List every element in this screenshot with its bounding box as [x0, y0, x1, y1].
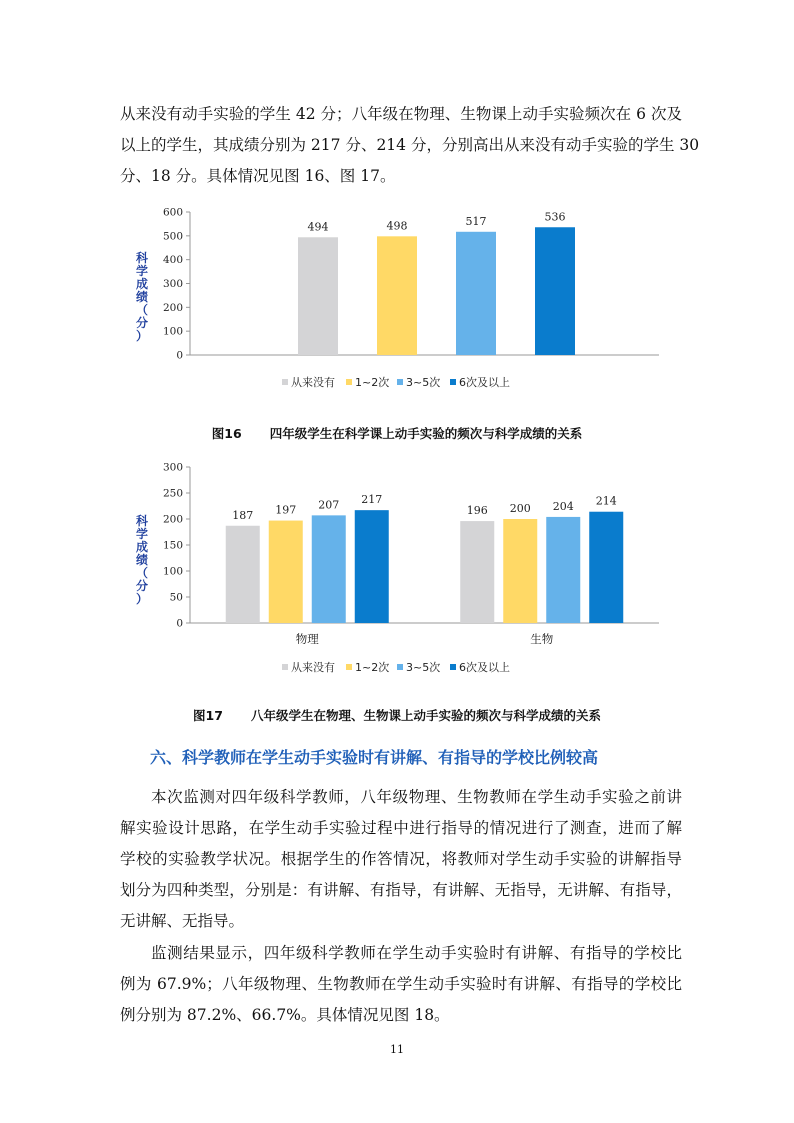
figure16-svg — [120, 202, 682, 400]
figure16-number: 图16 — [211, 426, 242, 441]
legend-label: 从来没有 — [291, 376, 335, 389]
figure16-caption — [0, 424, 794, 442]
bar — [377, 236, 417, 355]
data-label: 214 — [595, 494, 617, 508]
legend-label: 6次及以上 — [459, 661, 510, 674]
y-axis-title-char: ） — [135, 329, 149, 343]
legend-swatch — [397, 664, 403, 670]
legend-label: 1~2次 — [355, 376, 390, 389]
y-tick-label: 400 — [162, 254, 183, 267]
figure16-title: 四年级学生在科学课上动手实验的频次与科学成绩的关系 — [269, 426, 583, 441]
y-tick-label: 500 — [162, 230, 183, 243]
section-heading: 六、科学教师在学生动手实验时有讲解、有指导的学校比例较高 — [150, 748, 599, 767]
figure17-title: 八年级学生在物理、生物课上动手实验的频次与科学成绩的关系 — [250, 708, 601, 723]
data-label: 197 — [275, 503, 297, 517]
bar — [460, 521, 494, 623]
y-tick-label: 600 — [162, 206, 183, 219]
bar — [456, 232, 496, 355]
data-label: 200 — [509, 502, 531, 515]
y-tick-label: 250 — [162, 487, 183, 500]
legend-swatch — [397, 379, 403, 385]
bar — [503, 519, 537, 623]
text-line: 划分为四种类型，分别是：有讲解、有指导，有讲解、无指导，无讲解、有指导， — [120, 881, 682, 899]
bar — [355, 510, 389, 623]
text-line: 例为 67.9%；八年级物理、生物教师在学生动手实验时有讲解、有指导的学校比 — [120, 975, 682, 993]
body-paragraph-1 — [120, 782, 682, 937]
y-tick-label: 200 — [162, 301, 183, 314]
data-label: 536 — [544, 210, 566, 224]
data-label: 498 — [386, 219, 408, 233]
data-label: 217 — [361, 493, 383, 507]
data-label: 517 — [465, 214, 487, 228]
text-line: 从来没有动手实验的学生 42 分；八年级在物理、生物课上动手实验频次在 6 次及 — [120, 105, 682, 123]
data-label: 196 — [466, 504, 488, 518]
page-number: 11 — [390, 1043, 404, 1056]
data-label: 494 — [307, 220, 329, 234]
bar — [546, 517, 580, 623]
text-line: 解实验设计思路，在学生动手实验过程中进行指导的情况进行了测查，进而了解 — [120, 819, 682, 837]
y-axis-title-char: 绩 — [135, 553, 149, 567]
legend-label: 3~5次 — [406, 376, 441, 389]
bar — [312, 515, 346, 623]
legend-label: 1~2次 — [355, 661, 390, 674]
body-paragraph-2 — [120, 938, 682, 1031]
data-label: 204 — [552, 499, 574, 513]
legend-label: 3~5次 — [406, 661, 441, 674]
y-tick-label: 50 — [169, 591, 183, 604]
y-tick-label: 0 — [176, 349, 183, 362]
data-label: 187 — [232, 508, 254, 522]
legend-swatch — [450, 664, 456, 670]
text-line: 本次监测对四年级科学教师，八年级物理、生物教师在学生动手实验之前讲 — [151, 788, 682, 806]
bar — [269, 521, 303, 623]
y-tick-label: 300 — [162, 278, 183, 290]
legend-label: 6次及以上 — [459, 376, 510, 389]
figure17-svg — [120, 457, 682, 680]
legend-label: 从来没有 — [291, 661, 335, 674]
y-tick-label: 150 — [162, 539, 183, 552]
legend-swatch — [282, 379, 288, 385]
figure17-chart — [120, 457, 682, 680]
text-line: 学校的实验教学状况。根据学生的作答情况，将教师对学生动手实验的讲解指导 — [120, 850, 682, 868]
bar — [589, 512, 623, 623]
intro-paragraph — [120, 99, 700, 192]
legend-swatch — [346, 664, 352, 670]
text-line: 以上的学生，其成绩分别为 217 分、214 分，分别高出从来没有动手实验的学生 30 — [120, 136, 700, 154]
bar — [298, 237, 338, 355]
bar — [535, 227, 575, 355]
bar — [226, 526, 260, 623]
category-label: 生物 — [530, 632, 554, 646]
y-axis-title-char: 科 — [135, 514, 149, 528]
y-axis-title-char: （ — [135, 566, 149, 580]
y-tick-label: 100 — [162, 565, 183, 578]
y-axis-title-char: 绩 — [135, 290, 149, 304]
y-tick-label: 200 — [162, 513, 183, 526]
text-line: 监测结果显示，四年级科学教师在学生动手实验时有讲解、有指导的学校比 — [151, 944, 682, 962]
y-axis-title-char: （ — [135, 303, 149, 317]
category-label: 物理 — [295, 632, 319, 646]
legend-swatch — [346, 379, 352, 385]
y-axis-title-char: 科 — [135, 251, 149, 265]
data-label: 207 — [318, 498, 340, 512]
y-axis-title-char: 学 — [135, 264, 149, 278]
text-line: 分、18 分。具体情况见图 16、图 17。 — [120, 167, 396, 185]
y-axis-title-char: 成 — [135, 277, 149, 291]
figure17-caption — [0, 706, 794, 724]
y-axis-title-char: 分 — [135, 316, 149, 330]
y-axis-title-char: 分 — [135, 579, 149, 593]
legend-swatch — [282, 664, 288, 670]
y-axis-title-char: 成 — [135, 540, 149, 554]
y-axis-title-char: ） — [135, 592, 149, 606]
figure16-chart — [120, 202, 682, 400]
y-tick-label: 100 — [162, 325, 183, 338]
y-axis-title-char: 学 — [135, 527, 149, 541]
text-line: 无讲解、无指导。 — [120, 912, 245, 930]
text-line: 例分别为 87.2%、66.7%。具体情况见图 18。 — [120, 1006, 450, 1024]
legend-swatch — [450, 379, 456, 385]
figure17-number: 图17 — [193, 708, 223, 723]
y-tick-label: 300 — [162, 461, 183, 474]
y-tick-label: 0 — [176, 617, 183, 630]
